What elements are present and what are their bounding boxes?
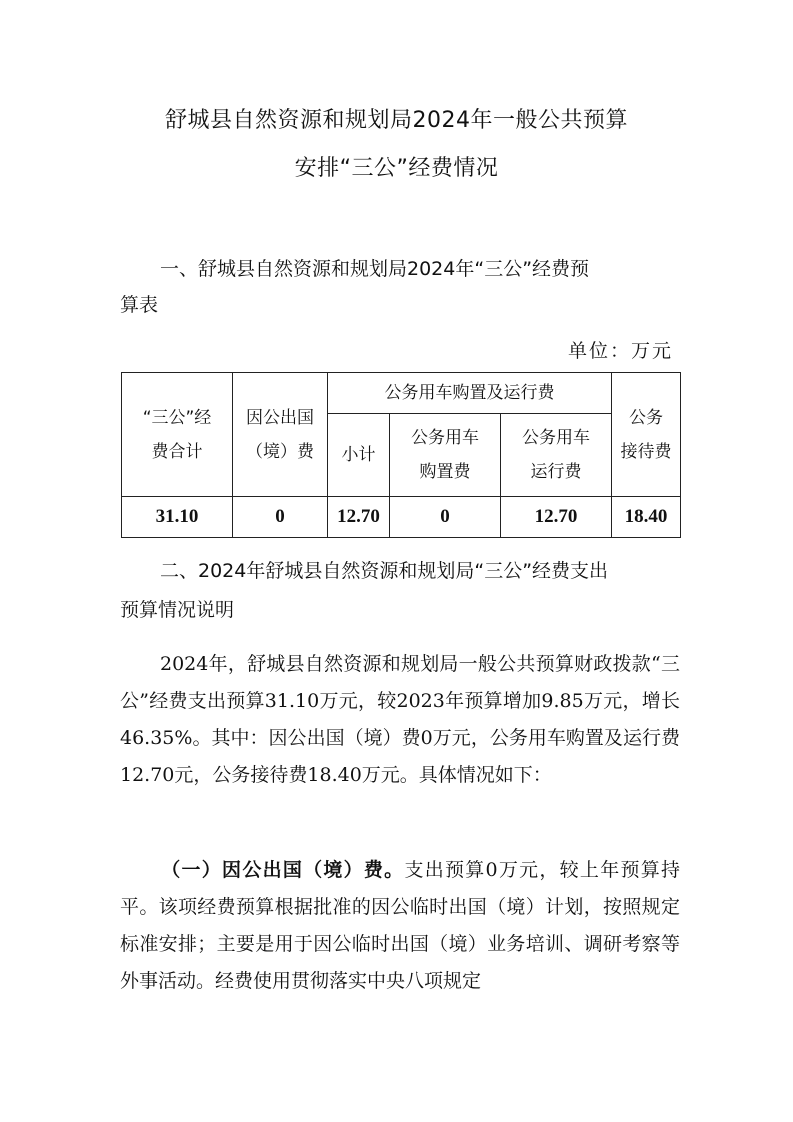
header-operate-line1: 公务用车 <box>522 428 590 448</box>
header-abroad <box>233 373 328 497</box>
value-total: 31.10 <box>122 497 233 538</box>
section2-heading-line1: 二、2024年舒城县自然资源和规划局“三公”经费支出 <box>160 560 609 582</box>
value-reception: 18.40 <box>612 497 681 538</box>
header-vehicle: 公务用车购置及运行费 <box>328 373 612 414</box>
document-title-line1: 舒城县自然资源和规划局2024年一般公共预算 <box>165 108 628 133</box>
abroad-expense-heading: （一）因公出国（境）费。 <box>160 859 405 881</box>
value-vehicle-operate: 12.70 <box>501 497 612 538</box>
header-purchase-line1: 公务用车 <box>411 428 479 448</box>
section1-heading-line1: 一、舒城县自然资源和规划局2024年“三公”经费预 <box>160 258 590 280</box>
header-operate-line2: 运行费 <box>530 462 582 482</box>
value-abroad: 0 <box>233 497 328 538</box>
header-abroad-line2: （境）费 <box>246 441 314 462</box>
header-vehicle-operate <box>501 414 612 497</box>
value-subtotal: 12.70 <box>328 497 390 538</box>
value-vehicle-purchase: 0 <box>390 497 501 538</box>
header-abroad-line1: 因公出国 <box>246 407 314 428</box>
header-total-line2: 费合计 <box>151 441 203 462</box>
document-title-line2: 安排“三公”经费情况 <box>294 156 499 181</box>
header-purchase-line2: 购置费 <box>419 462 471 482</box>
header-total-line1: “三公”经 <box>142 407 212 428</box>
header-reception-line2: 接待费 <box>620 441 672 462</box>
explanation-paragraph-text: 2024年，舒城县自然资源和规划局一般公共预算财政拨款“三公”经费支出预算31.10万元，较2023年预算增加9.85万元，增长46.35%。其中：因公出国（境）费0万元，公务用车购置及运行费12.70元，公务接待费18.40万元。具体情况如下： <box>120 653 680 786</box>
header-total <box>122 373 233 497</box>
section1-heading-line2: 算表 <box>120 294 159 316</box>
header-reception-line1: 公务 <box>629 407 664 428</box>
abroad-expense-paragraph <box>120 852 680 1000</box>
header-reception <box>612 373 681 497</box>
three-public-budget-table <box>121 372 681 538</box>
header-vehicle-purchase <box>390 414 501 497</box>
abroad-expense-text: 支出预算0万元，较上年预算持平。该项经费预算根据批准的因公临时出国（境）计划，按照规定标准安排；主要是用于因公临时出国（境）业务培训、调研考察等外事活动。经费使用贯彻落实中央八项规定 <box>120 859 680 992</box>
header-subtotal: 小计 <box>328 414 390 497</box>
section2-heading-line2: 预算情况说明 <box>120 599 235 621</box>
explanation-paragraph <box>120 646 680 794</box>
unit-label: 单位：万元 <box>567 340 673 362</box>
